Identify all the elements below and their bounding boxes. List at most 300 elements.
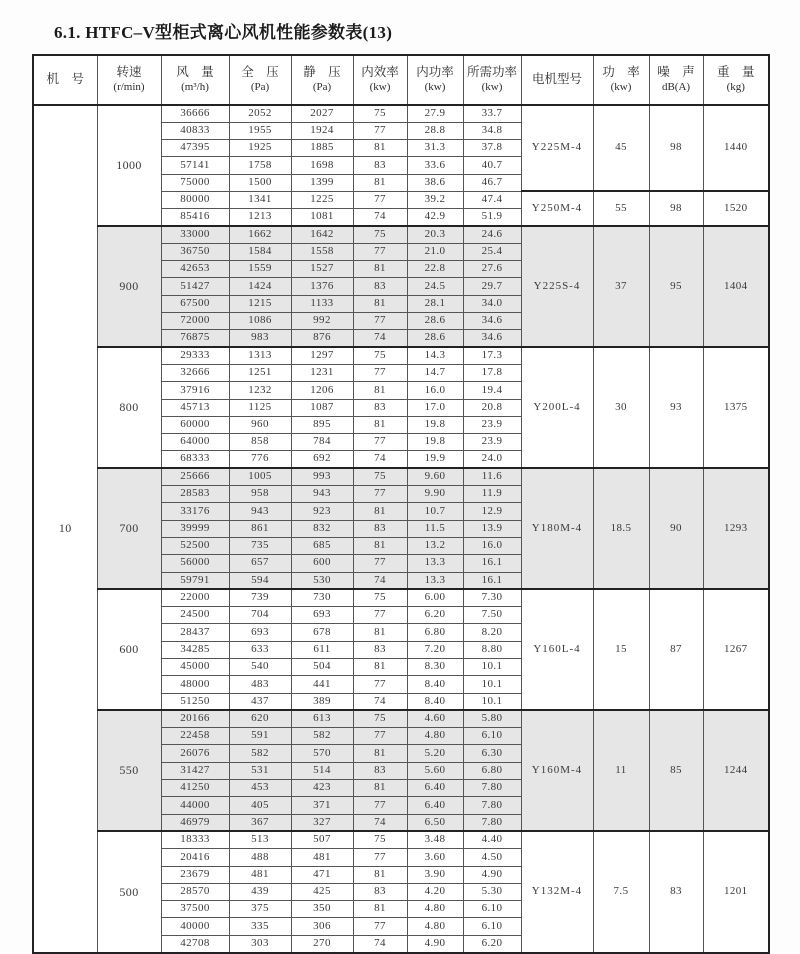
- table-row: [33, 105, 769, 122]
- required-power-cell: 34.0: [463, 295, 521, 312]
- required-power-cell: 7.50: [463, 607, 521, 624]
- column-header-label: 风 量: [176, 65, 214, 80]
- column-header: [229, 55, 291, 105]
- total-pressure-cell: 1215: [229, 295, 291, 312]
- static-pressure-cell: 1527: [291, 261, 353, 278]
- total-pressure-cell: 303: [229, 935, 291, 952]
- static-pressure-cell: 327: [291, 814, 353, 831]
- motor-weight-cell: 1201: [703, 831, 769, 952]
- internal-power-cell: 42.9: [407, 209, 463, 226]
- total-pressure-cell: 735: [229, 537, 291, 554]
- flow-cell: 57141: [161, 157, 229, 174]
- efficiency-cell: 81: [353, 780, 407, 797]
- internal-power-cell: 9.60: [407, 468, 463, 485]
- required-power-cell: 17.8: [463, 364, 521, 381]
- flow-cell: 41250: [161, 780, 229, 797]
- required-power-cell: 6.20: [463, 935, 521, 952]
- internal-power-cell: 8.40: [407, 676, 463, 693]
- static-pressure-cell: 600: [291, 555, 353, 572]
- static-pressure-cell: 611: [291, 641, 353, 658]
- flow-cell: 39999: [161, 520, 229, 537]
- static-pressure-cell: 1087: [291, 399, 353, 416]
- internal-power-cell: 6.80: [407, 624, 463, 641]
- static-pressure-cell: 582: [291, 728, 353, 745]
- total-pressure-cell: 405: [229, 797, 291, 814]
- flow-cell: 29333: [161, 347, 229, 364]
- table-body: [33, 105, 769, 953]
- efficiency-cell: 81: [353, 174, 407, 191]
- total-pressure-cell: 983: [229, 330, 291, 347]
- static-pressure-cell: 1133: [291, 295, 353, 312]
- efficiency-cell: 77: [353, 486, 407, 503]
- total-pressure-cell: 437: [229, 693, 291, 710]
- efficiency-cell: 75: [353, 710, 407, 727]
- efficiency-cell: 81: [353, 624, 407, 641]
- flow-cell: 67500: [161, 295, 229, 312]
- internal-power-cell: 4.20: [407, 883, 463, 900]
- motor-noise-cell: 95: [649, 226, 703, 347]
- efficiency-cell: 81: [353, 537, 407, 554]
- flow-cell: 22000: [161, 589, 229, 606]
- efficiency-cell: 83: [353, 883, 407, 900]
- internal-power-cell: 4.60: [407, 710, 463, 727]
- total-pressure-cell: 335: [229, 918, 291, 935]
- efficiency-cell: 77: [353, 607, 407, 624]
- flow-cell: 26076: [161, 745, 229, 762]
- speed-cell: 550: [97, 710, 161, 831]
- motor-model-cell: Y225M-4: [521, 105, 593, 191]
- flow-cell: 23679: [161, 866, 229, 883]
- flow-cell: 31427: [161, 762, 229, 779]
- efficiency-cell: 81: [353, 866, 407, 883]
- internal-power-cell: 10.7: [407, 503, 463, 520]
- efficiency-cell: 81: [353, 416, 407, 433]
- internal-power-cell: 20.3: [407, 226, 463, 243]
- internal-power-cell: 21.0: [407, 243, 463, 260]
- static-pressure-cell: 1297: [291, 347, 353, 364]
- static-pressure-cell: 471: [291, 866, 353, 883]
- static-pressure-cell: 570: [291, 745, 353, 762]
- required-power-cell: 33.7: [463, 105, 521, 122]
- static-pressure-cell: 784: [291, 434, 353, 451]
- internal-power-cell: 6.00: [407, 589, 463, 606]
- efficiency-cell: 77: [353, 313, 407, 330]
- required-power-cell: 10.1: [463, 693, 521, 710]
- static-pressure-cell: 1231: [291, 364, 353, 381]
- static-pressure-cell: 1225: [291, 191, 353, 208]
- static-pressure-cell: 425: [291, 883, 353, 900]
- motor-noise-cell: 85: [649, 710, 703, 831]
- efficiency-cell: 83: [353, 399, 407, 416]
- flow-cell: 33000: [161, 226, 229, 243]
- internal-power-cell: 3.60: [407, 849, 463, 866]
- flow-cell: 85416: [161, 209, 229, 226]
- table-header: [33, 55, 769, 105]
- required-power-cell: 11.6: [463, 468, 521, 485]
- table-row: [33, 347, 769, 364]
- motor-noise-cell: 87: [649, 589, 703, 710]
- required-power-cell: 10.1: [463, 676, 521, 693]
- static-pressure-cell: 530: [291, 572, 353, 589]
- motor-model-cell: Y160L-4: [521, 589, 593, 710]
- flow-cell: 52500: [161, 537, 229, 554]
- total-pressure-cell: 1251: [229, 364, 291, 381]
- total-pressure-cell: 1232: [229, 382, 291, 399]
- column-header-unit: (kw): [481, 80, 503, 93]
- column-header: [291, 55, 353, 105]
- column-header-label: 内效率: [361, 65, 399, 80]
- efficiency-cell: 75: [353, 105, 407, 122]
- required-power-cell: 46.7: [463, 174, 521, 191]
- total-pressure-cell: 2052: [229, 105, 291, 122]
- required-power-cell: 6.10: [463, 728, 521, 745]
- efficiency-cell: 77: [353, 555, 407, 572]
- flow-cell: 47395: [161, 140, 229, 157]
- internal-power-cell: 6.40: [407, 780, 463, 797]
- efficiency-cell: 74: [353, 935, 407, 952]
- total-pressure-cell: 1125: [229, 399, 291, 416]
- total-pressure-cell: 1955: [229, 122, 291, 139]
- total-pressure-cell: 1584: [229, 243, 291, 260]
- column-header-unit: (kw): [369, 80, 391, 93]
- motor-model-cell: Y160M-4: [521, 710, 593, 831]
- total-pressure-cell: 704: [229, 607, 291, 624]
- flow-cell: 40833: [161, 122, 229, 139]
- static-pressure-cell: 423: [291, 780, 353, 797]
- speed-cell: 800: [97, 347, 161, 468]
- internal-power-cell: 14.3: [407, 347, 463, 364]
- static-pressure-cell: 371: [291, 797, 353, 814]
- required-power-cell: 7.80: [463, 797, 521, 814]
- static-pressure-cell: 613: [291, 710, 353, 727]
- efficiency-cell: 77: [353, 918, 407, 935]
- total-pressure-cell: 582: [229, 745, 291, 762]
- column-header: [407, 55, 463, 105]
- speed-cell: 700: [97, 468, 161, 589]
- column-header-unit: (kw): [610, 80, 632, 93]
- total-pressure-cell: 1925: [229, 140, 291, 157]
- motor-power-cell: 37: [593, 226, 649, 347]
- internal-power-cell: 28.6: [407, 313, 463, 330]
- fan-performance-table: [32, 54, 770, 954]
- total-pressure-cell: 1758: [229, 157, 291, 174]
- total-pressure-cell: 1500: [229, 174, 291, 191]
- column-header: [353, 55, 407, 105]
- flow-cell: 20416: [161, 849, 229, 866]
- required-power-cell: 6.30: [463, 745, 521, 762]
- required-power-cell: 25.4: [463, 243, 521, 260]
- column-header-label: 重 量: [716, 65, 755, 80]
- internal-power-cell: 3.48: [407, 831, 463, 848]
- flow-cell: 80000: [161, 191, 229, 208]
- flow-cell: 59791: [161, 572, 229, 589]
- motor-noise-cell: 90: [649, 468, 703, 589]
- total-pressure-cell: 1213: [229, 209, 291, 226]
- required-power-cell: 17.3: [463, 347, 521, 364]
- motor-power-cell: 55: [593, 191, 649, 226]
- total-pressure-cell: 739: [229, 589, 291, 606]
- total-pressure-cell: 540: [229, 659, 291, 676]
- total-pressure-cell: 1086: [229, 313, 291, 330]
- internal-power-cell: 28.1: [407, 295, 463, 312]
- column-header-label: 所需功率: [466, 65, 517, 80]
- static-pressure-cell: 504: [291, 659, 353, 676]
- efficiency-cell: 81: [353, 901, 407, 918]
- static-pressure-cell: 350: [291, 901, 353, 918]
- internal-power-cell: 7.20: [407, 641, 463, 658]
- column-header-unit: (m³/h): [181, 80, 209, 93]
- flow-cell: 48000: [161, 676, 229, 693]
- efficiency-cell: 77: [353, 676, 407, 693]
- internal-power-cell: 6.40: [407, 797, 463, 814]
- static-pressure-cell: 1206: [291, 382, 353, 399]
- total-pressure-cell: 776: [229, 451, 291, 468]
- total-pressure-cell: 620: [229, 710, 291, 727]
- required-power-cell: 16.0: [463, 537, 521, 554]
- column-header-unit: (kg): [726, 80, 745, 93]
- required-power-cell: 34.8: [463, 122, 521, 139]
- internal-power-cell: 17.0: [407, 399, 463, 416]
- required-power-cell: 51.9: [463, 209, 521, 226]
- flow-cell: 44000: [161, 797, 229, 814]
- required-power-cell: 4.90: [463, 866, 521, 883]
- required-power-cell: 5.30: [463, 883, 521, 900]
- internal-power-cell: 24.5: [407, 278, 463, 295]
- internal-power-cell: 28.8: [407, 122, 463, 139]
- required-power-cell: 12.9: [463, 503, 521, 520]
- static-pressure-cell: 876: [291, 330, 353, 347]
- flow-cell: 20166: [161, 710, 229, 727]
- required-power-cell: 23.9: [463, 434, 521, 451]
- column-header-unit: (r/min): [113, 80, 145, 93]
- total-pressure-cell: 531: [229, 762, 291, 779]
- internal-power-cell: 19.9: [407, 451, 463, 468]
- flow-cell: 56000: [161, 555, 229, 572]
- efficiency-cell: 83: [353, 641, 407, 658]
- internal-power-cell: 38.6: [407, 174, 463, 191]
- total-pressure-cell: 488: [229, 849, 291, 866]
- required-power-cell: 7.80: [463, 780, 521, 797]
- column-header-unit: (Pa): [250, 80, 270, 93]
- static-pressure-cell: 993: [291, 468, 353, 485]
- total-pressure-cell: 943: [229, 503, 291, 520]
- total-pressure-cell: 481: [229, 866, 291, 883]
- efficiency-cell: 81: [353, 659, 407, 676]
- total-pressure-cell: 513: [229, 831, 291, 848]
- static-pressure-cell: 895: [291, 416, 353, 433]
- required-power-cell: 34.6: [463, 313, 521, 330]
- static-pressure-cell: 1376: [291, 278, 353, 295]
- flow-cell: 64000: [161, 434, 229, 451]
- column-header: [161, 55, 229, 105]
- flow-cell: 60000: [161, 416, 229, 433]
- column-header-label: 内功率: [416, 65, 454, 80]
- required-power-cell: 13.9: [463, 520, 521, 537]
- static-pressure-cell: 1399: [291, 174, 353, 191]
- efficiency-cell: 77: [353, 797, 407, 814]
- flow-cell: 37916: [161, 382, 229, 399]
- static-pressure-cell: 678: [291, 624, 353, 641]
- motor-model-cell: Y200L-4: [521, 347, 593, 468]
- table-head-row: [33, 55, 769, 105]
- static-pressure-cell: 2027: [291, 105, 353, 122]
- static-pressure-cell: 943: [291, 486, 353, 503]
- motor-weight-cell: 1520: [703, 191, 769, 226]
- total-pressure-cell: 439: [229, 883, 291, 900]
- flow-cell: 72000: [161, 313, 229, 330]
- static-pressure-cell: 730: [291, 589, 353, 606]
- internal-power-cell: 19.8: [407, 416, 463, 433]
- flow-cell: 33176: [161, 503, 229, 520]
- flow-cell: 28570: [161, 883, 229, 900]
- flow-cell: 45713: [161, 399, 229, 416]
- total-pressure-cell: 657: [229, 555, 291, 572]
- table-row: [33, 589, 769, 606]
- efficiency-cell: 81: [353, 503, 407, 520]
- speed-cell: 500: [97, 831, 161, 952]
- static-pressure-cell: 514: [291, 762, 353, 779]
- efficiency-cell: 83: [353, 278, 407, 295]
- flow-cell: 32666: [161, 364, 229, 381]
- internal-power-cell: 3.90: [407, 866, 463, 883]
- required-power-cell: 29.7: [463, 278, 521, 295]
- motor-weight-cell: 1293: [703, 468, 769, 589]
- static-pressure-cell: 1081: [291, 209, 353, 226]
- required-power-cell: 27.6: [463, 261, 521, 278]
- internal-power-cell: 13.3: [407, 555, 463, 572]
- column-header-label: 噪 声: [657, 65, 695, 80]
- total-pressure-cell: 483: [229, 676, 291, 693]
- flow-cell: 51250: [161, 693, 229, 710]
- internal-power-cell: 13.3: [407, 572, 463, 589]
- speed-cell: 1000: [97, 105, 161, 226]
- flow-cell: 42708: [161, 935, 229, 952]
- motor-power-cell: 30: [593, 347, 649, 468]
- column-header-label: 全 压: [241, 65, 279, 80]
- table-row: [33, 468, 769, 485]
- static-pressure-cell: 481: [291, 849, 353, 866]
- efficiency-cell: 77: [353, 122, 407, 139]
- internal-power-cell: 9.90: [407, 486, 463, 503]
- flow-cell: 36666: [161, 105, 229, 122]
- motor-weight-cell: 1440: [703, 105, 769, 191]
- column-header: [703, 55, 769, 105]
- required-power-cell: 47.4: [463, 191, 521, 208]
- static-pressure-cell: 1885: [291, 140, 353, 157]
- motor-model-cell: Y132M-4: [521, 831, 593, 952]
- internal-power-cell: 39.2: [407, 191, 463, 208]
- static-pressure-cell: 389: [291, 693, 353, 710]
- internal-power-cell: 8.40: [407, 693, 463, 710]
- static-pressure-cell: 992: [291, 313, 353, 330]
- efficiency-cell: 74: [353, 814, 407, 831]
- static-pressure-cell: 832: [291, 520, 353, 537]
- efficiency-cell: 75: [353, 347, 407, 364]
- machine-no-cell: 10: [33, 105, 97, 953]
- required-power-cell: 6.80: [463, 762, 521, 779]
- efficiency-cell: 74: [353, 330, 407, 347]
- motor-weight-cell: 1375: [703, 347, 769, 468]
- motor-power-cell: 18.5: [593, 468, 649, 589]
- column-header-label: 功 率: [602, 65, 640, 80]
- static-pressure-cell: 923: [291, 503, 353, 520]
- internal-power-cell: 28.6: [407, 330, 463, 347]
- column-header: [463, 55, 521, 105]
- static-pressure-cell: 270: [291, 935, 353, 952]
- required-power-cell: 24.0: [463, 451, 521, 468]
- efficiency-cell: 81: [353, 261, 407, 278]
- table-row: [33, 226, 769, 243]
- required-power-cell: 11.9: [463, 486, 521, 503]
- efficiency-cell: 77: [353, 364, 407, 381]
- static-pressure-cell: 1924: [291, 122, 353, 139]
- internal-power-cell: 4.80: [407, 901, 463, 918]
- flow-cell: 22458: [161, 728, 229, 745]
- flow-cell: 40000: [161, 918, 229, 935]
- internal-power-cell: 11.5: [407, 520, 463, 537]
- flow-cell: 18333: [161, 831, 229, 848]
- static-pressure-cell: 441: [291, 676, 353, 693]
- required-power-cell: 10.1: [463, 659, 521, 676]
- speed-cell: 900: [97, 226, 161, 347]
- efficiency-cell: 74: [353, 209, 407, 226]
- motor-noise-cell: 98: [649, 105, 703, 191]
- flow-cell: 37500: [161, 901, 229, 918]
- internal-power-cell: 4.80: [407, 728, 463, 745]
- internal-power-cell: 19.8: [407, 434, 463, 451]
- motor-power-cell: 15: [593, 589, 649, 710]
- column-header-label: 电机型号: [531, 72, 582, 87]
- speed-cell: 600: [97, 589, 161, 710]
- internal-power-cell: 13.2: [407, 537, 463, 554]
- total-pressure-cell: 1662: [229, 226, 291, 243]
- required-power-cell: 34.6: [463, 330, 521, 347]
- motor-model-cell: Y180M-4: [521, 468, 593, 589]
- motor-model-cell: Y250M-4: [521, 191, 593, 226]
- flow-cell: 68333: [161, 451, 229, 468]
- required-power-cell: 19.4: [463, 382, 521, 399]
- total-pressure-cell: 960: [229, 416, 291, 433]
- static-pressure-cell: 685: [291, 537, 353, 554]
- total-pressure-cell: 958: [229, 486, 291, 503]
- static-pressure-cell: 306: [291, 918, 353, 935]
- motor-power-cell: 7.5: [593, 831, 649, 952]
- total-pressure-cell: 453: [229, 780, 291, 797]
- column-header-label: 机 号: [46, 72, 84, 87]
- efficiency-cell: 75: [353, 589, 407, 606]
- static-pressure-cell: 1642: [291, 226, 353, 243]
- efficiency-cell: 75: [353, 468, 407, 485]
- total-pressure-cell: 1559: [229, 261, 291, 278]
- internal-power-cell: 5.60: [407, 762, 463, 779]
- internal-power-cell: 31.3: [407, 140, 463, 157]
- total-pressure-cell: 693: [229, 624, 291, 641]
- motor-noise-cell: 98: [649, 191, 703, 226]
- motor-weight-cell: 1267: [703, 589, 769, 710]
- motor-power-cell: 45: [593, 105, 649, 191]
- required-power-cell: 20.8: [463, 399, 521, 416]
- static-pressure-cell: 507: [291, 831, 353, 848]
- column-header-unit: (Pa): [312, 80, 332, 93]
- required-power-cell: 8.80: [463, 641, 521, 658]
- total-pressure-cell: 1341: [229, 191, 291, 208]
- column-header: [97, 55, 161, 105]
- flow-cell: 25666: [161, 468, 229, 485]
- efficiency-cell: 77: [353, 243, 407, 260]
- table-row: [33, 831, 769, 848]
- column-header-unit: dB(A): [661, 80, 691, 93]
- required-power-cell: 6.10: [463, 901, 521, 918]
